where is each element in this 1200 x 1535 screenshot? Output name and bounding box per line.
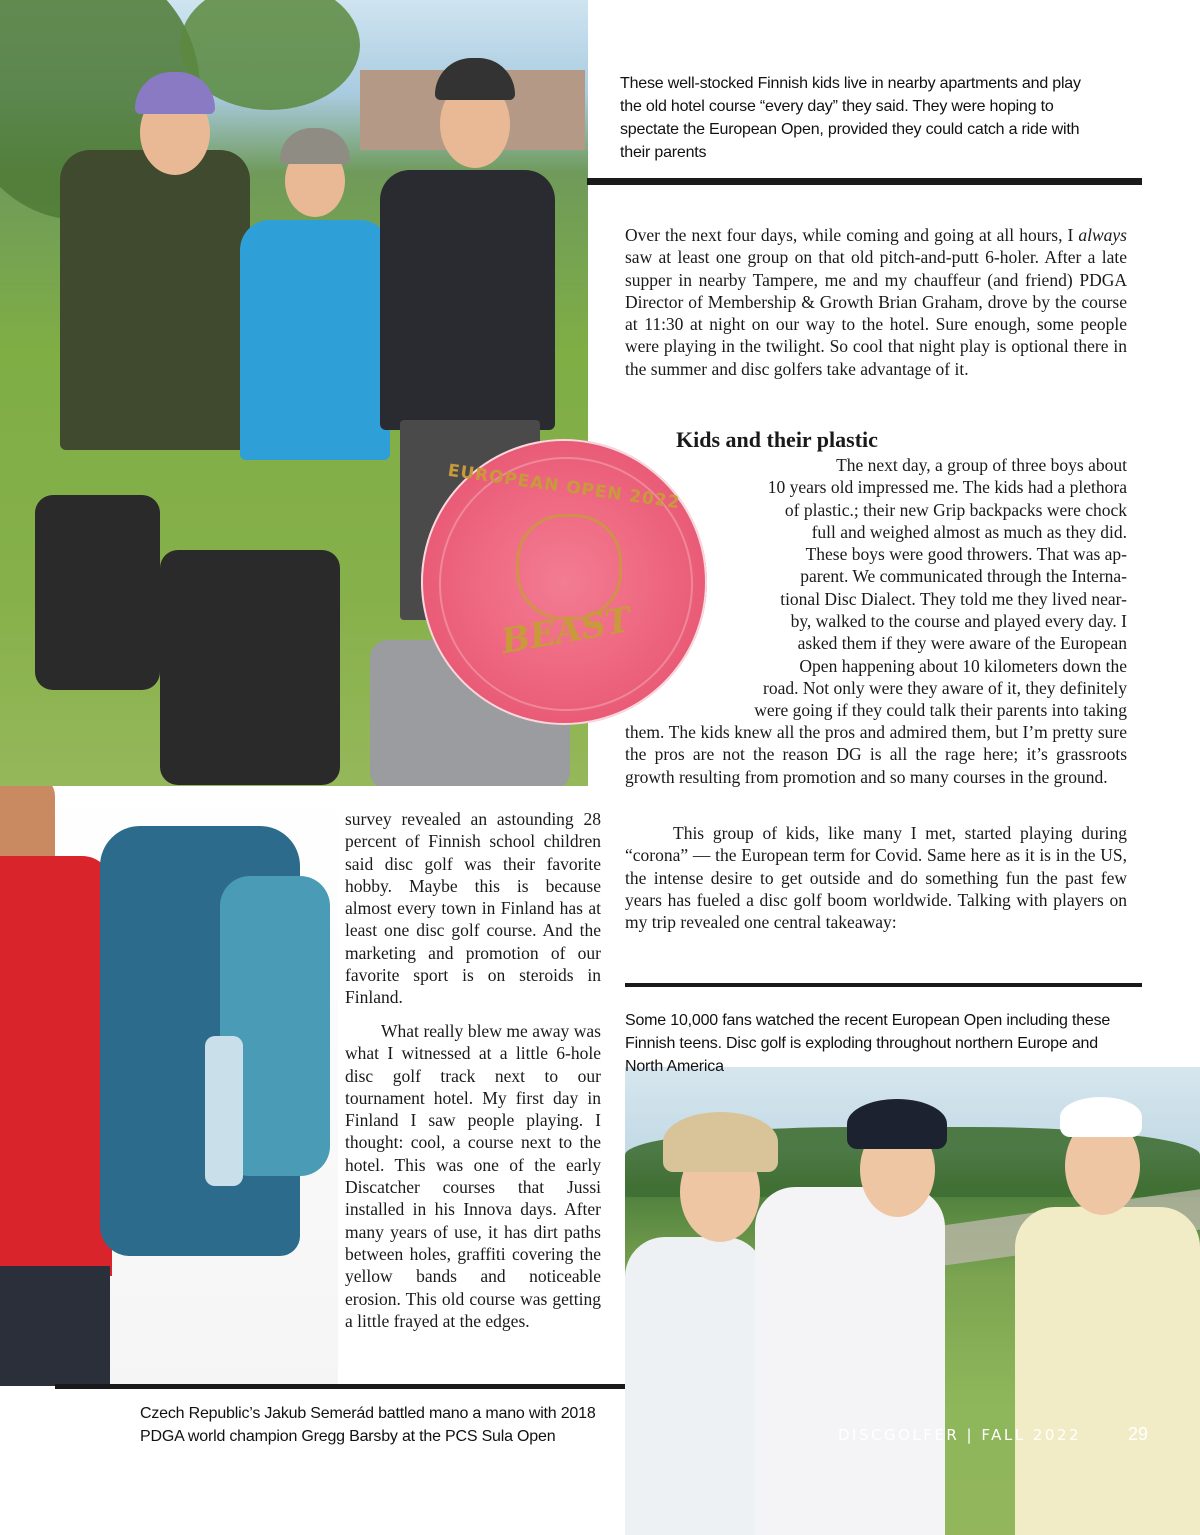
text-line: asked them if they were aware of the European [797,633,1127,654]
player-arm [0,786,55,866]
text-run: them. The kids knew all the pros and admired them, but I’m pretty sure the pros are not the reason DG is all the rage here; it’s grassroots growth resulting from promotion and so many courses in the ground. [625,722,1127,787]
kid-cap [280,128,350,164]
text-line: Open happening about 10 kilometers down the [799,655,1127,676]
text-run: Over the next four days, while coming and going at all hours, I [625,225,1079,245]
disc-stamp-top-text: EUROPEAN OPEN 2022 [446,460,682,514]
bucket-hat [663,1112,778,1172]
text-line: 10 years old impressed me. The kids had a plethora [767,477,1127,498]
article-paragraph-wrapped [625,454,1127,722]
teen-shirt [1015,1207,1200,1535]
article-paragraph [625,822,1127,933]
text-run: saw at least one group on that old pitch-and-putt 6-holer. After a late supper in nearby Tampere, me and my chauffeur (and friend) PDGA Director of Membership & Growth Brian Graham, drove by the course at 11:30 at night on our way to the hotel. Sure enough, some people were playing in the twilight. So cool that night play is optional there in the summer and disc golfers take advantage of it. [625,247,1127,379]
article-paragraph [345,808,601,1009]
kid-shirt [240,220,390,460]
text-line: were going if they could talk their parents into taking [754,700,1127,721]
teen-shirt [625,1237,765,1535]
text-line: The next day, a group of three boys about [836,455,1127,475]
disc-stamp-bottom-text: BEAST [498,599,634,663]
publication-footer: DISCGOLFER | FALL 2022 [838,1426,1082,1444]
kid-shirt [60,150,250,450]
white-cap [1060,1097,1142,1137]
player-pants [0,1266,110,1386]
photo-finnish-teens [625,1067,1200,1535]
divider-rule [625,983,1142,987]
text-run: What really blew me away was what I witnessed at a little 6-hole disc golf track next to our tournament hotel. My first day in Finland I saw people playing. I thought: cool, a course next to the hotel. This was one of the early Discatcher courses that Jussi installed in his Innova days. After many years of use, it has dirt paths between holes, graffiti covering the yellow bands and noticeable erosion. This old course was getting a little frayed at the edges. [345,1021,601,1331]
photo-caption: Czech Republic’s Jakub Semerád battled mano a mano with 2018 PDGA world champion Gregg Barsby at the PCS Sula Open [140,1405,596,1445]
text-line: by, walked to the course and played every day. I [790,611,1127,632]
text-line: of plastic.; their new Grip backpacks were chock [784,499,1127,520]
text-line: These boys were good throwers. That was ap- [805,544,1127,565]
article-paragraph [625,224,1127,380]
kid-cap [435,58,515,100]
text-run: survey revealed an astounding 28 percent of Finnish school children said disc golf was their favorite hobby. Maybe this is because almost every town in Finland has at least one disc golf course. And the marketing and promotion of our favorite sport is on steroids in Finland. [345,809,601,1008]
grip-backpack [35,495,160,690]
article-paragraph [345,1020,601,1332]
text-line: full and weighed almost as much as they did. [811,521,1127,542]
teen-shirt [755,1187,945,1535]
water-bottle [205,1036,243,1186]
emphasis-text: always [1078,225,1127,245]
section-heading: Kids and their plastic [676,427,878,452]
photo-caption: These well-stocked Finnish kids live in nearby apartments and play the old hotel course “every day” they said. They were hoping to spectate the European Open, provided they could catch a ride with their parents [620,75,1081,161]
text-run: This group of kids, like many I met, started playing during “corona” — the European term for Covid. Same here as it is in the US, the intense desire to get outside and do something fun the past few years has fueled a disc golf boom worldwide. Talking with players on my trip revealed one central takeaway: [625,823,1127,933]
player-red-shirt [0,856,112,1276]
text-line: road. Not only were they aware of it, they definitely [763,677,1127,698]
text-line: tional Disc Dialect. They told me they lived near- [780,588,1127,609]
article-paragraph [625,721,1127,788]
photo-caption: Some 10,000 fans watched the recent European Open including these Finnish teens. Disc golf is exploding throughout northern Europe and North America [625,1012,1111,1075]
page-number: 29 [1128,1424,1149,1444]
kid-shirt [380,170,555,430]
divider-rule [55,1384,625,1389]
grip-backpack [160,550,340,785]
bucket-hat [847,1099,947,1149]
divider-rule [587,178,1142,185]
photo-player-backpack [0,786,338,1386]
text-line: parent. We communicated through the Interna- [800,566,1127,587]
